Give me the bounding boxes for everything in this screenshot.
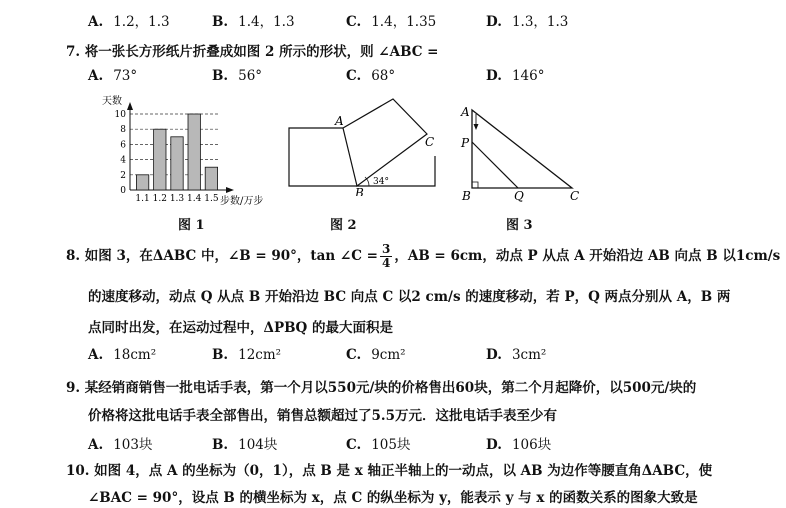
q9-option-d: D. 106块 — [486, 437, 552, 453]
q7-option-a: A. 73° — [88, 68, 138, 84]
fig1-bar — [205, 167, 217, 190]
fig2-label-c: C — [425, 135, 435, 149]
q9-stem-line2: 价格将这批电话手表全部售出，销售总额超过了5.5万元．这批电话手表至少有 — [88, 408, 557, 424]
fig3-segment-pq — [472, 142, 518, 188]
fig1-ytick-label: 8 — [120, 125, 126, 136]
fig2-folded-flap — [343, 99, 427, 186]
fig1-y-arrow — [127, 102, 133, 110]
figure-2-caption: 图 2 — [330, 218, 357, 233]
fig1-ytick-label: 0 — [120, 186, 126, 196]
fig1-xtick-label: 1.1 — [135, 194, 150, 204]
figure-1-caption: 图 1 — [178, 218, 205, 233]
q7-stem: 7. 将一张长方形纸片折叠成如图 2 所示的形状，则 ∠ABC = — [66, 44, 439, 60]
q8-fraction: $\frac{3}{4}$ — [381, 242, 391, 270]
q8-stem-line1: 8. 如图 3，在ΔABC 中，∠B = 90°，tan ∠C = $\frac{3}{4}$ ，AB = 6cm，动点 P 从点 A 开始沿边 AB 向点 B 以1cm/s — [66, 242, 781, 270]
fig1-ytick-label: 4 — [120, 155, 126, 166]
fig2-angle-label: 34° — [373, 177, 389, 187]
q7-option-c: C. 68° — [346, 68, 396, 84]
figure-2-folded-rectangle — [285, 96, 445, 196]
fig1-xlabel: 步数/万步 — [220, 196, 264, 207]
q6-option-b: B. 1.4，1.3 — [212, 14, 295, 30]
fig1-xtick-label: 1.3 — [169, 194, 185, 204]
fig1-bar — [188, 114, 200, 190]
q8-stem-line3: 点同时出发，在运动过程中，ΔPBQ 的最大面积是 — [88, 320, 393, 336]
fig3-triangle-abc — [472, 110, 572, 188]
q8-option-d: D. 3cm² — [486, 347, 547, 363]
fig3-label-c: C — [570, 189, 580, 203]
figure-3-right-triangle — [458, 98, 598, 208]
fig3-label-b: B — [462, 189, 471, 203]
fig1-ylabel: 天数 — [102, 96, 122, 107]
q6-option-a: A. 1.2，1.3 — [88, 14, 170, 30]
fig3-label-a: A — [461, 105, 470, 119]
q9-option-a: A. 103块 — [88, 437, 153, 453]
fig1-ytick-label: 10 — [114, 110, 126, 120]
q8-stem-line2: 的速度移动，动点 Q 从点 B 开始沿边 BC 向点 C 以2 cm/s 的速度移动，若 P，Q 两点分别从 A，B 两 — [88, 289, 731, 305]
q9-stem-line1: 9. 某经销商销售一批电话手表，第一个月以550元/块的价格售出60块，第二个月起降价，以500元/块的 — [66, 380, 697, 396]
q7-option-b: B. 56° — [212, 68, 263, 84]
fig2-rectangle — [289, 128, 435, 186]
fig1-ytick-label: 6 — [120, 140, 126, 151]
fig2-label-b: B — [355, 186, 364, 196]
fig1-xtick-label: 1.5 — [204, 194, 219, 204]
q8-option-c: C. 9cm² — [346, 347, 406, 363]
fig1-xticks — [135, 194, 218, 204]
q10-stem-line1: 10. 如图 4，点 A 的坐标为（0，1），点 B 是 x 轴正半轴上的一动点，以 AB 为边作等腰直角ΔABC，使 — [66, 463, 713, 479]
fig1-xtick-label: 1.2 — [152, 194, 167, 204]
figure-3-caption: 图 3 — [506, 218, 533, 233]
fig2-label-a: A — [335, 114, 344, 128]
fig1-bar — [136, 175, 148, 190]
fig1-x-arrow — [226, 187, 234, 193]
fig3-arrow-head — [474, 124, 479, 130]
fig1-bar — [171, 137, 183, 190]
q10-stem-line2: ∠BAC = 90°，设点 B 的横坐标为 x，点 C 的纵坐标为 y，能表示 y 与 x 的函数关系的图象大致是 — [88, 490, 698, 506]
fig1-bar — [154, 129, 166, 190]
fig1-bars — [136, 114, 217, 190]
fig3-right-angle-mark — [472, 182, 478, 188]
q8-option-b: B. 12cm² — [212, 347, 282, 363]
q9-option-b: B. 104块 — [212, 437, 278, 453]
q6-option-c: C. 1.4，1.35 — [346, 14, 437, 30]
q6-option-d: D. 1.3，1.3 — [486, 14, 569, 30]
fig1-yticks — [115, 110, 127, 196]
figure-1-bar-chart — [100, 92, 270, 210]
fig3-label-q: Q — [514, 189, 524, 203]
q9-option-c: C. 105块 — [346, 437, 411, 453]
q7-option-d: D. 146° — [486, 68, 545, 84]
q8-option-a: A. 18cm² — [88, 347, 157, 363]
fig1-xtick-label: 1.4 — [187, 194, 202, 204]
fig1-ytick-label: 2 — [120, 170, 126, 181]
fig3-label-p: P — [461, 136, 470, 150]
